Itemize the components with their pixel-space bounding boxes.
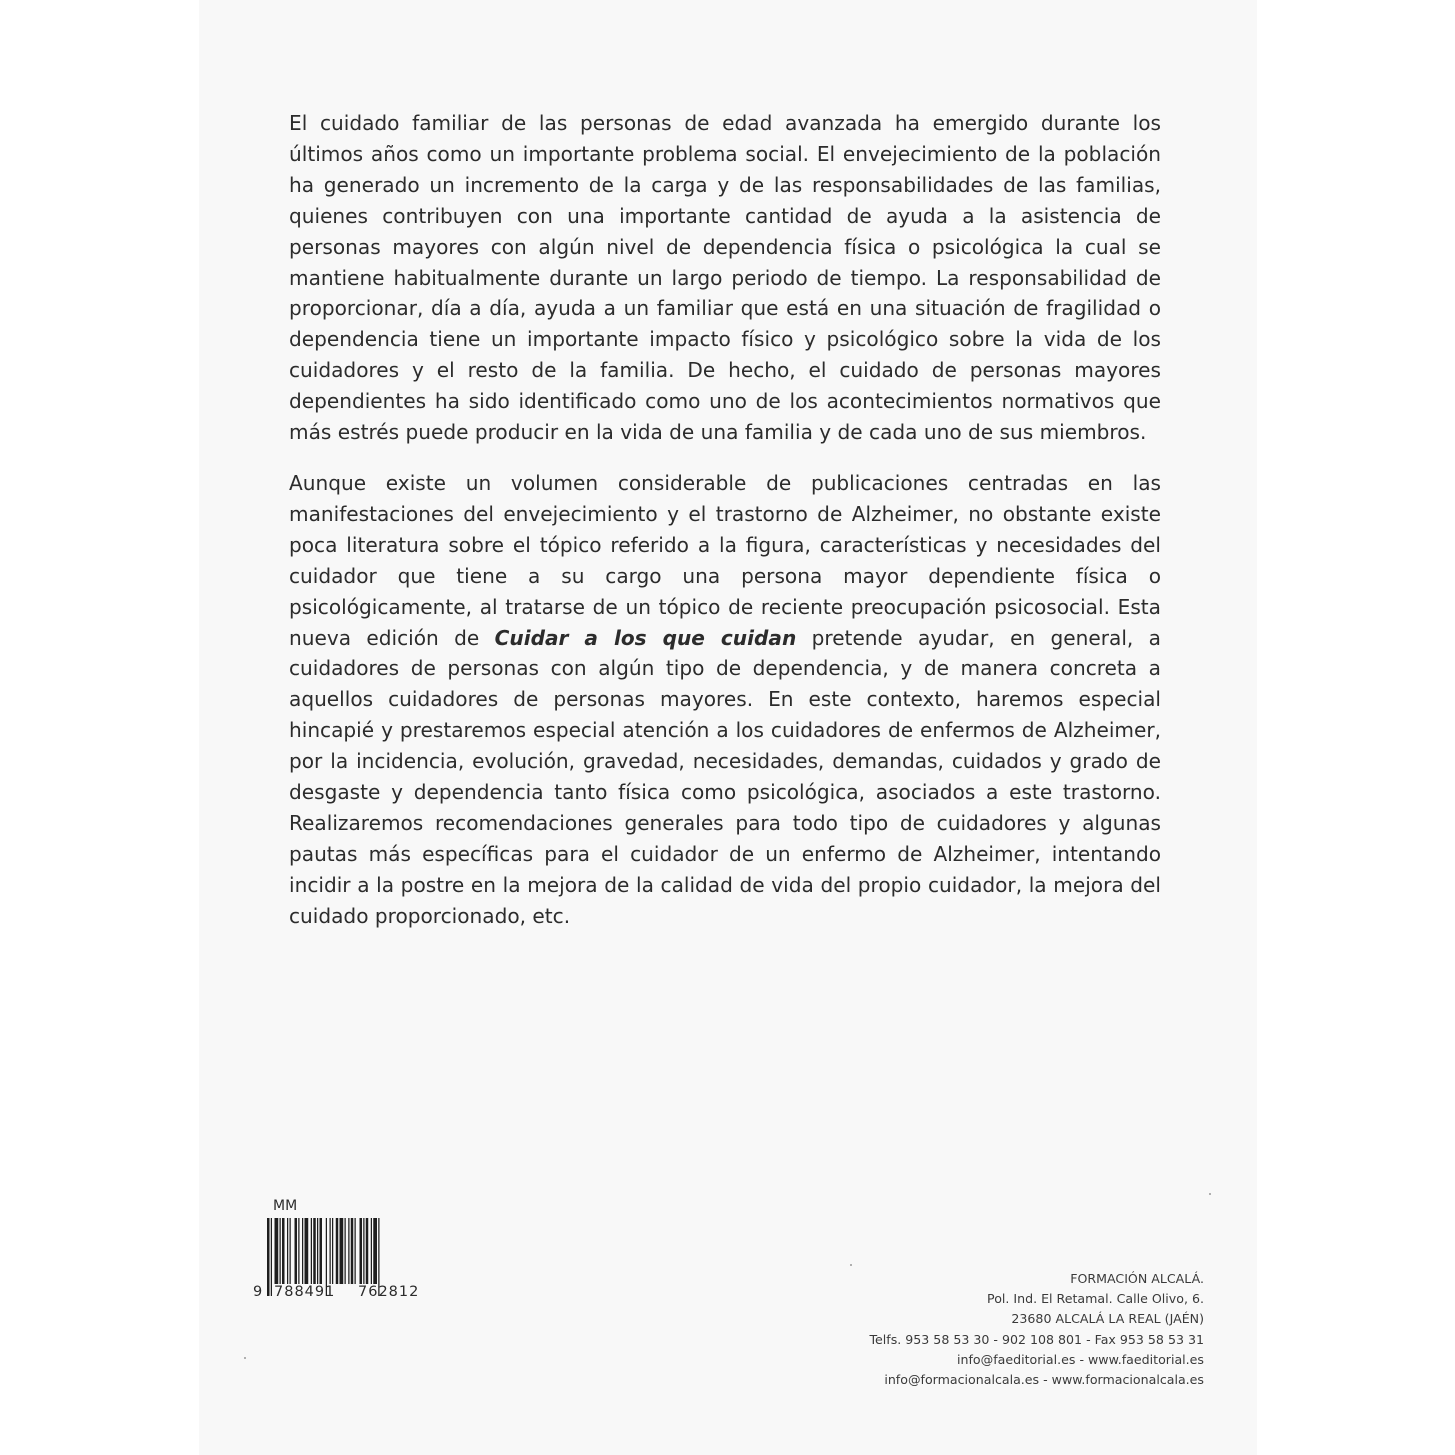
- publisher-city: 23680 ALCALÁ LA REAL (JAÉN): [1011, 1311, 1204, 1327]
- barcode-bar: [360, 1218, 363, 1284]
- barcode-bar: [280, 1218, 281, 1284]
- publisher-info: [869, 1269, 1204, 1390]
- barcode-bar: [313, 1218, 316, 1284]
- barcode-bar: [317, 1218, 318, 1284]
- barcode-bar: [271, 1218, 272, 1296]
- paragraph-text: El cuidado familiar de las personas de edad avanzada ha emergido durante los últimos años como un importante problema social. El envejecimiento de la población ha generado un incremento de la carga y de las responsabilidades de las familias, quienes contribuyen con una importante cantidad de ayuda a la asistencia de personas mayores con algún nivel de dependencia física o psicológica la cual se mantiene habitualmente durante un largo periodo de tiempo. La responsabilidad de proporcionar, día a día, ayuda a un familiar que está en una situación de fragilidad o dependencia tiene un importante impacto físico y psicológico sobre la vida de los cuidadores y el resto de la familia. De hecho, el cuidado de personas mayores dependientes ha sido identificado como uno de los acontecimientos normativos que más estrés puede producir en la vida de una familia y de cada uno de sus miembros.: [289, 111, 1161, 445]
- synopsis: [289, 108, 1161, 952]
- isbn-right-group: 762812: [358, 1284, 420, 1300]
- publisher-contact-formacionalcala: info@formacionalcala.es - www.formacionalcala.es: [884, 1372, 1204, 1388]
- isbn-first-digit: 9: [253, 1284, 263, 1300]
- barcode-bar: [366, 1218, 369, 1284]
- publisher-phones: Telfs. 953 58 53 30 - 902 108 801 - Fax 953 58 53 31: [869, 1331, 1204, 1347]
- barcode-bar: [332, 1218, 333, 1284]
- isbn-left-group: 788491: [274, 1284, 336, 1300]
- barcode-bar: [351, 1218, 354, 1284]
- synopsis-paragraph-1: [289, 108, 1161, 448]
- barcode-bar: [287, 1218, 288, 1284]
- barcode-bar: [305, 1218, 309, 1284]
- barcode-prefix: MM: [273, 1198, 298, 1214]
- barcode-bar: [302, 1218, 303, 1284]
- barcode-bar: [373, 1218, 377, 1284]
- barcode-bar: [336, 1218, 339, 1284]
- barcode-bar: [295, 1218, 298, 1284]
- synopsis-paragraph-2: [289, 468, 1161, 932]
- barcode-bar: [320, 1218, 323, 1284]
- barcode-bar: [298, 1218, 299, 1284]
- paragraph-text: Aunque existe un volumen considerable de publicaciones centradas en las manifestaciones del envejecimiento y el trastorno de Alzheimer, no obstante existe poca literatura sobre el tópico referido a la figura, características y necesidades del cuidador que tiene a su cargo una persona mayor dependiente física o psicológicamente, al tratarse de un tópico de reciente preocupación psicosocial. Esta nueva edición de: [289, 470, 1161, 650]
- speck: [1209, 1193, 1211, 1195]
- barcode-bar: [340, 1218, 344, 1284]
- barcode-bar: [348, 1218, 349, 1284]
- barcode-bar: [371, 1218, 372, 1284]
- barcode-bar: [267, 1218, 270, 1296]
- barcode-bar: [355, 1218, 356, 1284]
- barcode-bar: [282, 1218, 285, 1284]
- isbn-barcode: [253, 1198, 443, 1308]
- publisher-name: FORMACIÓN ALCALÁ.: [1070, 1271, 1204, 1286]
- barcode-bar: [311, 1218, 312, 1284]
- barcode-bar: [290, 1218, 291, 1284]
- book-title-emphasis: Cuidar a los que cuidan: [494, 625, 797, 650]
- barcode-bar: [275, 1218, 279, 1284]
- speck: [850, 1264, 852, 1266]
- publisher-address: Pol. Ind. El Retamal. Calle Olivo, 6.: [987, 1291, 1204, 1307]
- publisher-contact-faeditorial: info@faeditorial.es - www.faeditorial.es: [957, 1351, 1204, 1367]
- barcode-bar: [330, 1218, 331, 1284]
- paragraph-text: pretende ayudar, en general, a cuidadores de personas con algún tipo de dependencia, y de manera concreta a aquellos cuidadores de personas mayores. En este contexto, haremos especial hincapié y prestaremos especial atención a los cuidadores de enfermos de Alzheimer, por la incidencia, evolución, gravedad, necesidades, demandas, cuidados y grado de desgaste y dependencia tanto física como psicológica, asociados a este trastorno. Realizaremos recomendaciones generales para todo tipo de cuidadores y algunas pautas más específicas para el cuidador de un enfermo de Alzheimer, intentando incidir a la postre en la mejora de la calidad de vida del propio cuidador, la mejora del cuidado proporcionado, etc.: [289, 625, 1161, 928]
- speck: [244, 1357, 246, 1359]
- barcode-bar: [345, 1218, 346, 1284]
- barcode-bar: [363, 1218, 364, 1284]
